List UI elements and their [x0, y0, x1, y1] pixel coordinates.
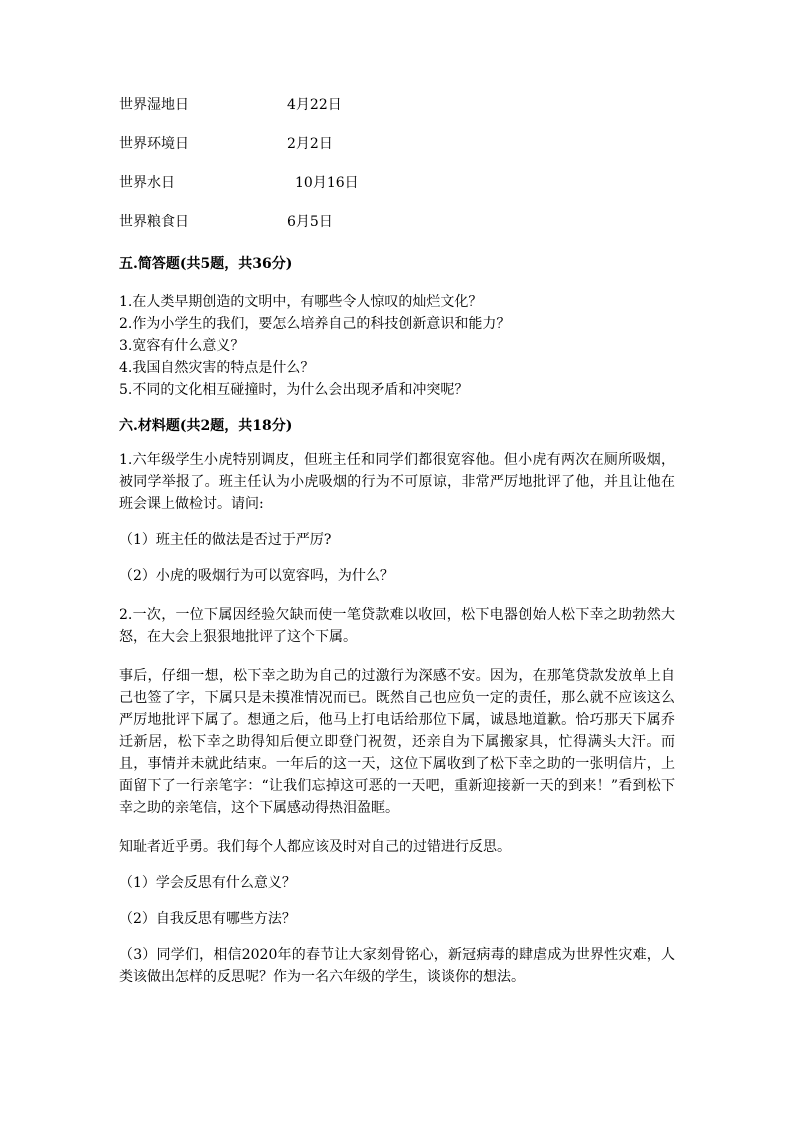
material-1-text: 1.六年级学生小虎特别调皮，但班主任和同学们都很宽容他。但小虎有两次在厕所吸烟，被同学举报了。班主任认为小虎吸烟的行为不可原谅，非常严厉地批评了他，并且让他在班会课上做检讨。请问: [119, 452, 675, 512]
day-name: 世界环境日 [119, 136, 189, 152]
day-date: 6月5日 [287, 214, 333, 230]
day-name: 世界粮食日 [119, 214, 189, 230]
question-item: 1.在人类早期创造的文明中，有哪些令人惊叹的灿烂文化？ [119, 294, 483, 310]
question-item: 2.作为小学生的我们，要怎么培养自己的科技创新意识和能力？ [119, 316, 511, 332]
dates-table [119, 94, 675, 250]
dates-row [119, 133, 675, 172]
question-item: 3.宽容有什么意义？ [119, 338, 245, 354]
dates-row [119, 172, 675, 211]
question-item: 4.我国自然灾害的特点是什么？ [119, 360, 315, 376]
material-1-question-2: （2）小虎的吸烟行为可以宽容吗，为什么？ [119, 568, 394, 584]
material-2-question-1: （1）学会反思有什么意义？ [119, 875, 296, 891]
section-5-heading: 五.简答题(共5题，共36分) [119, 256, 293, 272]
dates-row [119, 94, 675, 133]
section-5-questions [119, 291, 675, 401]
day-name: 世界湿地日 [119, 97, 189, 113]
dates-row [119, 211, 675, 250]
day-name: 世界水日 [119, 175, 175, 191]
material-2-text: 2.一次，一位下属因经验欠缺而使一笔贷款难以收回，松下电器创始人松下幸之助勃然大怒，在大会上狠狠地批评了这个下属。 [119, 607, 675, 645]
material-2-conclusion: 知耻者近乎勇。我们每个人都应该及时对自己的过错进行反思。 [119, 839, 511, 855]
day-date: 4月22日 [287, 97, 342, 113]
question-item: 5.不同的文化相互碰撞时，为什么会出现矛盾和冲突呢？ [119, 382, 469, 398]
day-date: 2月2日 [287, 136, 333, 152]
section-6-heading: 六.材料题(共2题，共18分) [119, 418, 293, 434]
material-2-question-3: （3）同学们，相信2020年的春节让大家刻骨铭心，新冠病毒的肆虐成为世界性灾难，人类该做出怎样的反思呢？作为一名六年级的学生，谈谈你的想法。 [119, 947, 675, 985]
material-1-question-1: （1）班主任的做法是否过于严厉? [119, 532, 332, 548]
document-page [119, 94, 675, 988]
material-2-story: 事后，仔细一想，松下幸之助为自己的过激行为深感不安。因为，在那笔贷款发放单上自己也签了字，下属只是未摸准情况而已。既然自己也应负一定的责任，那么就不应该这么严厉地批评下属了。想通之后，他马上打电话给那位下属，诚恳地道歉。恰巧那天下属乔迁新居，松下幸之助得知后便立即登门祝贺，还亲自为下属搬家具，忙得满头大汗。而且，事情并未就此结束。一年后的这一天，这位下属收到了松下幸之助的一张明信片，上面留下了一行亲笔字：“让我们忘掉这可恶的一天吧，重新迎接新一天的到来！”看到松下幸之助的亲笔信，这个下属感动得热泪盈眶。 [119, 668, 675, 816]
material-2-question-2: （2）自我反思有哪些方法？ [119, 911, 296, 927]
day-date: 10月16日 [295, 175, 359, 191]
